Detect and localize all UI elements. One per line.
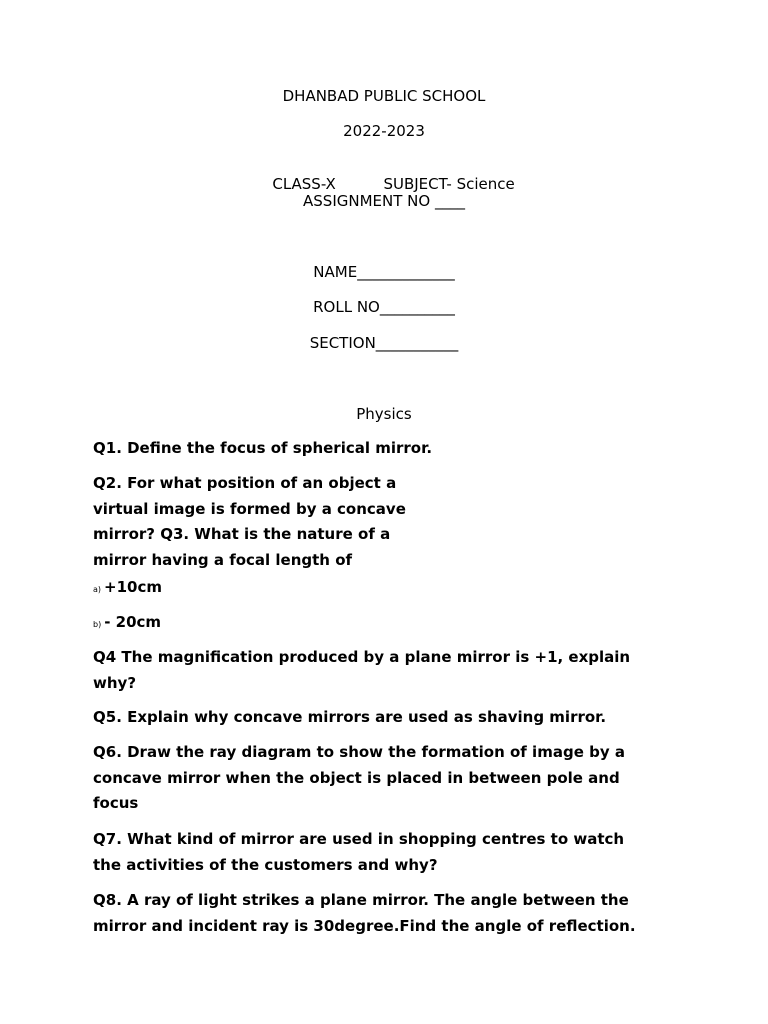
option-b [93, 613, 161, 634]
assignment-number: ASSIGNMENT NO ____ [303, 192, 465, 210]
option-marker: b) [93, 620, 102, 629]
name-field: NAME_____________ [313, 263, 455, 281]
question-line: mirror and incident ray is 30degree.Find the angle of reflection. [93, 916, 636, 935]
question-line: Q7. What kind of mirror are used in shopping centres to watch [93, 830, 625, 848]
question-2-3 [93, 471, 406, 573]
question-line: Q8. A ray of light strikes a plane mirror. The angle between the [93, 891, 629, 909]
question-line: why? [93, 673, 137, 692]
question-6 [93, 740, 625, 817]
question-4 [93, 645, 630, 696]
question-line: mirror having a focal length of [93, 550, 353, 569]
question-line: Q6. Draw the ray diagram to show the formation of image by a [93, 743, 625, 761]
option-text: +10cm [104, 578, 162, 596]
question-line: concave mirror when the object is placed in between pole and [93, 768, 620, 787]
subject-label: SUBJECT- Science [383, 175, 515, 193]
question-8 [93, 888, 636, 939]
question-line: virtual image is formed by a concave [93, 499, 406, 518]
question-line: mirror? Q3. What is the nature of a [93, 525, 391, 544]
question-line: the activities of the customers and why? [93, 855, 438, 874]
question-line: focus [93, 794, 139, 813]
section-field: SECTION___________ [309, 334, 459, 352]
section-title: Physics [356, 405, 412, 423]
school-name: DHANBAD PUBLIC SCHOOL [282, 87, 486, 105]
question-7 [93, 827, 624, 878]
question-5 [93, 705, 606, 731]
question-line: Q5. Explain why concave mirrors are used as shaving mirror. [93, 708, 607, 726]
question-1 [93, 436, 432, 462]
option-text: - 20cm [104, 613, 162, 631]
question-line: Q1. Define the focus of spherical mirror. [93, 439, 433, 457]
roll-no-field: ROLL NO__________ [313, 298, 455, 316]
option-marker: a) [93, 585, 102, 594]
session-year: 2022-2023 [343, 122, 425, 140]
question-line: Q4 The magnification produced by a plane mirror is +1, explain [93, 648, 631, 666]
class-label: CLASS-X [272, 175, 336, 193]
question-line: Q2. For what position of an object a [93, 474, 397, 492]
option-a [93, 578, 162, 599]
